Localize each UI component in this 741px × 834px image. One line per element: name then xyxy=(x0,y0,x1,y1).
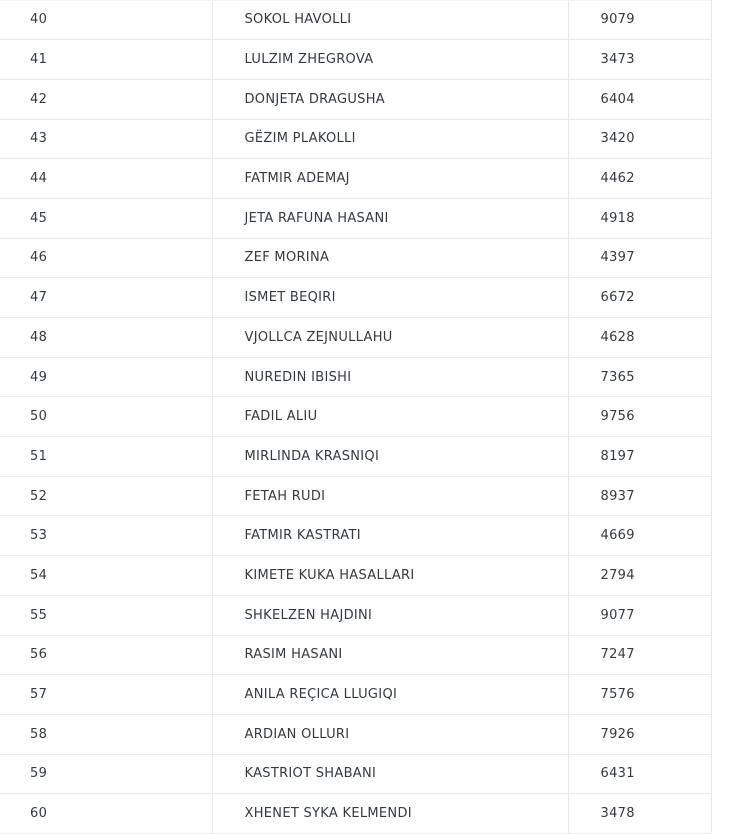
vote-count: 9077 xyxy=(568,595,711,635)
vote-count: 7926 xyxy=(568,714,711,754)
vote-count: 6404 xyxy=(568,79,711,119)
row-number: 43 xyxy=(0,119,212,159)
candidate-name: DONJETA DRAGUSHA xyxy=(212,79,568,119)
row-number: 59 xyxy=(0,754,212,794)
candidate-name: SHKELZEN HAJDINI xyxy=(212,595,568,635)
vote-count: 9756 xyxy=(568,397,711,437)
candidate-name: ARDIAN OLLURI xyxy=(212,714,568,754)
row-number: 47 xyxy=(0,278,212,318)
row-number: 45 xyxy=(0,198,212,238)
candidate-name: FATMIR KASTRATI xyxy=(212,516,568,556)
vote-count: 4397 xyxy=(568,238,711,278)
candidate-name: ISMET BEQIRI xyxy=(212,278,568,318)
table-row xyxy=(0,595,711,635)
row-number: 50 xyxy=(0,397,212,437)
candidate-name: KIMETE KUKA HASALLARI xyxy=(212,556,568,596)
row-number: 56 xyxy=(0,635,212,675)
vote-count: 4918 xyxy=(568,198,711,238)
vote-count: 3473 xyxy=(568,40,711,80)
vote-count: 8197 xyxy=(568,437,711,477)
table-row xyxy=(0,675,711,715)
table-row xyxy=(0,397,711,437)
candidate-name: LULZIM ZHEGROVA xyxy=(212,40,568,80)
candidate-name: ANILA REÇICA LLUGIQI xyxy=(212,675,568,715)
vote-count: 3478 xyxy=(568,794,711,834)
candidate-name: FATMIR ADEMAJ xyxy=(212,159,568,199)
row-number: 44 xyxy=(0,159,212,199)
table-row xyxy=(0,159,711,199)
vote-count: 9079 xyxy=(568,0,711,40)
table-row xyxy=(0,516,711,556)
row-number: 53 xyxy=(0,516,212,556)
vote-count: 4462 xyxy=(568,159,711,199)
row-number: 60 xyxy=(0,794,212,834)
candidate-name: NUREDIN IBISHI xyxy=(212,357,568,397)
table-row xyxy=(0,556,711,596)
row-number: 49 xyxy=(0,357,212,397)
vote-count: 8937 xyxy=(568,476,711,516)
candidate-name: MIRLINDA KRASNIQI xyxy=(212,437,568,477)
vote-count: 3420 xyxy=(568,119,711,159)
row-number: 42 xyxy=(0,79,212,119)
table-row xyxy=(0,437,711,477)
table-row xyxy=(0,754,711,794)
table-row xyxy=(0,119,711,159)
vote-count: 6672 xyxy=(568,278,711,318)
table-top-border xyxy=(0,0,711,1)
table-row xyxy=(0,318,711,358)
table-row xyxy=(0,476,711,516)
candidate-name: KASTRIOT SHABANI xyxy=(212,754,568,794)
candidate-name: JETA RAFUNA HASANI xyxy=(212,198,568,238)
row-number: 46 xyxy=(0,238,212,278)
vote-count: 7247 xyxy=(568,635,711,675)
table-row xyxy=(0,714,711,754)
row-number: 58 xyxy=(0,714,212,754)
row-number: 40 xyxy=(0,0,212,40)
vote-count: 7576 xyxy=(568,675,711,715)
table-row xyxy=(0,238,711,278)
candidate-name: ZEF MORINA xyxy=(212,238,568,278)
vote-count: 4628 xyxy=(568,318,711,358)
vote-count: 7365 xyxy=(568,357,711,397)
candidate-name: FADIL ALIU xyxy=(212,397,568,437)
row-number: 54 xyxy=(0,556,212,596)
table-row xyxy=(0,198,711,238)
table-row xyxy=(0,278,711,318)
vote-count: 6431 xyxy=(568,754,711,794)
row-number: 52 xyxy=(0,476,212,516)
candidate-name: VJOLLCA ZEJNULLAHU xyxy=(212,318,568,358)
vote-count: 2794 xyxy=(568,556,711,596)
row-number: 48 xyxy=(0,318,212,358)
table-row xyxy=(0,79,711,119)
table-row xyxy=(0,635,711,675)
candidate-name: FETAH RUDI xyxy=(212,476,568,516)
candidate-name: SOKOL HAVOLLI xyxy=(212,0,568,40)
candidate-name: GËZIM PLAKOLLI xyxy=(212,119,568,159)
table-row xyxy=(0,0,711,40)
table-row xyxy=(0,794,711,834)
row-number: 41 xyxy=(0,40,212,80)
candidate-name: XHENET SYKA KELMENDI xyxy=(212,794,568,834)
row-number: 55 xyxy=(0,595,212,635)
table-row xyxy=(0,357,711,397)
vote-count: 4669 xyxy=(568,516,711,556)
row-number: 57 xyxy=(0,675,212,715)
row-number: 51 xyxy=(0,437,212,477)
table-row xyxy=(0,40,711,80)
candidate-name: RASIM HASANI xyxy=(212,635,568,675)
